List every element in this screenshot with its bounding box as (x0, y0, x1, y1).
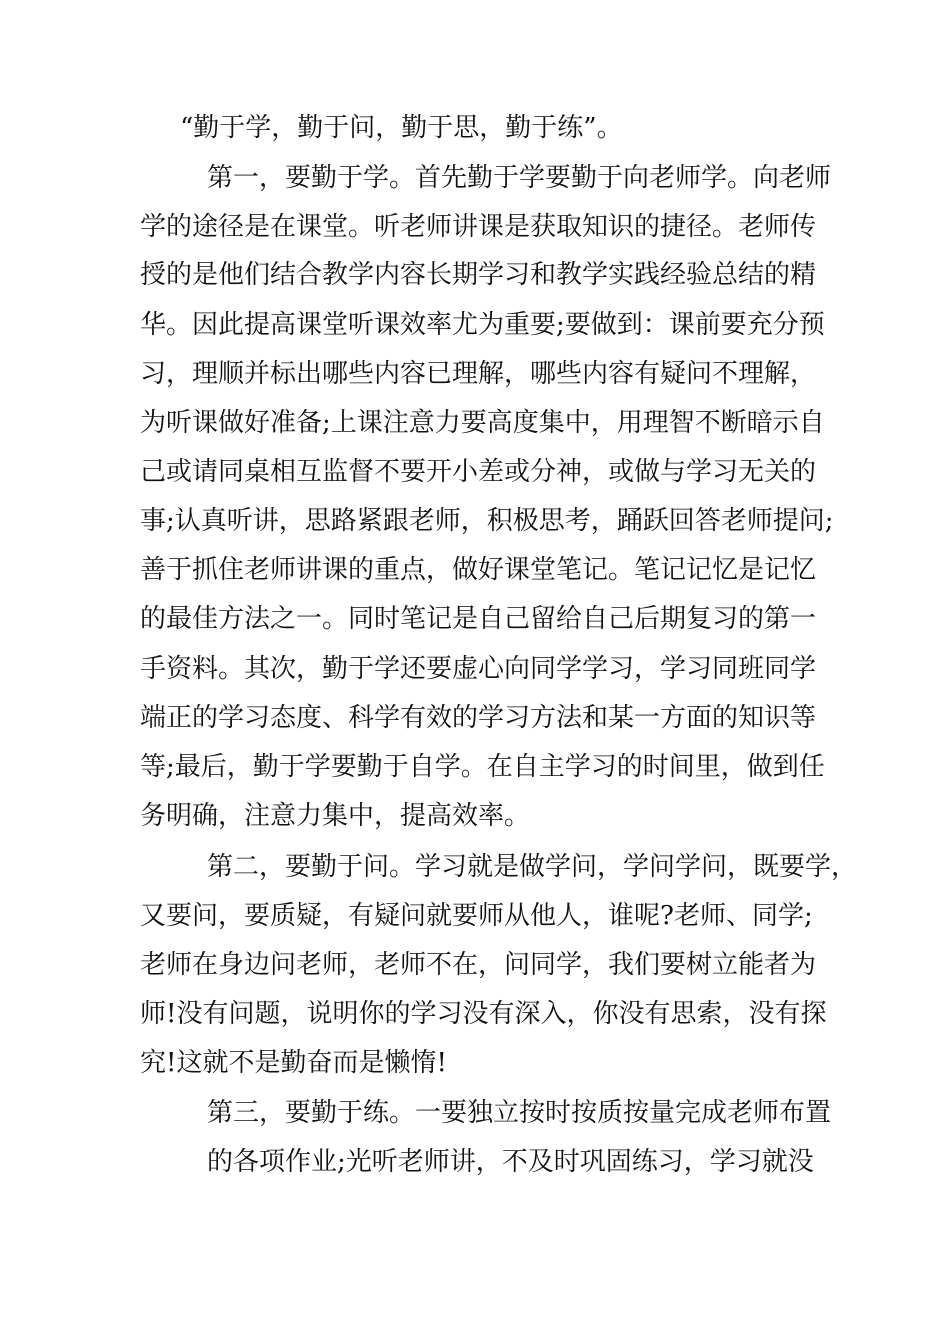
paragraph-line: 老师在身边问老师，老师不在，问同学，我们要树立能者为 (140, 950, 817, 980)
paragraph-line: 究!这就不是勤奋而是懒惰! (140, 1048, 447, 1078)
paragraph-line: 事;认真听讲，思路紧跟老师，积极思考，踊跃回答老师提问; (140, 506, 834, 536)
paragraph-line: 华。因此提高课堂听课效率尤为重要;要做到：课前要充分预 (140, 310, 825, 340)
paragraph-line: 的各项作业;光听老师讲，不及时巩固练习，学习就没 (207, 1147, 814, 1177)
paragraph-line: 习，理顺并标出哪些内容已理解，哪些内容有疑问不理解， (140, 359, 817, 389)
paragraph-line: 第一，要勤于学。首先勤于学要勤于向老师学。向老师 (207, 163, 832, 193)
paragraph-line: 善于抓住老师讲课的重点，做好课堂笔记。笔记记忆是记忆 (140, 555, 817, 585)
paragraph-line: 第三，要勤于练。一要独立按时按质按量完成老师布置 (207, 1098, 832, 1128)
paragraph-line: 师!没有问题，说明你的学习没有深入，你没有思索，没有探 (140, 999, 827, 1029)
paragraph-line: 手资料。其次，勤于学还要虚心向同学学习，学习同班同学 (140, 654, 817, 684)
paragraph-line: 为听课做好准备;上课注意力要高度集中，用理智不断暗示自 (140, 408, 825, 438)
text-line: “勤于学，勤于问，勤于思，勤于练”。 (180, 113, 623, 143)
paragraph-line: 己或请同桌相互监督不要开小差或分神，或做与学习无关的 (140, 457, 817, 487)
paragraph-line: 又要问，要质疑，有疑问就要师从他人，谁呢?老师、同学; (140, 901, 813, 931)
paragraph-line: 的最佳方法之一。同时笔记是自己留给自己后期复习的第一 (140, 604, 817, 634)
paragraph-line: 务明确，注意力集中，提高效率。 (140, 801, 531, 831)
paragraph-line: 端正的学习态度、科学有效的学习方法和某一方面的知识等 (140, 703, 817, 733)
paragraph-line: 学的途径是在课堂。听老师讲课是获取知识的捷径。老师传 (140, 212, 817, 242)
paragraph-line: 等;最后，勤于学要勤于自学。在自主学习的时间里，做到任 (140, 752, 825, 782)
paragraph-line: 第二，要勤于问。学习就是做学问，学问学问，既要学， (207, 852, 858, 882)
paragraph-line: 授的是他们结合教学内容长期学习和教学实践经验总结的精 (140, 260, 817, 290)
